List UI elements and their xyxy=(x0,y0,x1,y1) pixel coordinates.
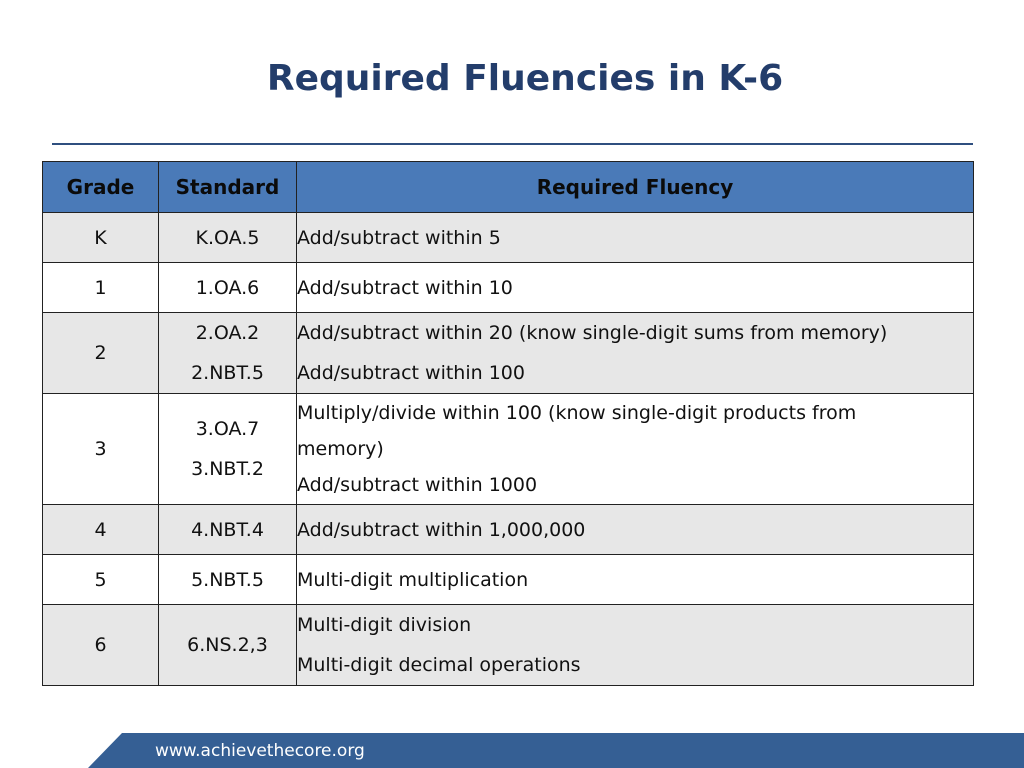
fluency-text: memory) xyxy=(297,438,384,460)
fluency-text: Multi-digit decimal operations xyxy=(297,654,581,676)
fluency-text: Multiply/divide within 100 (know single-digit products from xyxy=(297,402,857,424)
table-row xyxy=(43,313,974,394)
fluency-text: Add/subtract within 20 (know single-digit sums from memory) xyxy=(297,322,888,344)
grade-cell: 6 xyxy=(43,605,159,686)
table-row xyxy=(43,605,974,686)
fluency-cell xyxy=(297,605,974,686)
fluency-cell xyxy=(297,394,974,505)
standard-cell xyxy=(159,213,297,263)
grade-cell: 2 xyxy=(43,313,159,394)
grade-cell: K xyxy=(43,213,159,263)
fluency-text: Add/subtract within 5 xyxy=(297,226,501,249)
standard-code: 6.NS.2,3 xyxy=(187,634,268,656)
fluency-text: Multi-digit multiplication xyxy=(297,568,529,591)
standard-code: 5.NBT.5 xyxy=(191,568,264,591)
grade-cell: 5 xyxy=(43,555,159,605)
standard-code: 4.NBT.4 xyxy=(191,518,264,541)
standard-code: 3.NBT.2 xyxy=(191,458,264,480)
fluency-cell xyxy=(297,263,974,313)
standard-code: 2.NBT.5 xyxy=(191,362,264,384)
fluency-cell xyxy=(297,213,974,263)
slide-title: Required Fluencies in K-6 xyxy=(266,58,784,99)
grade-cell: 4 xyxy=(43,505,159,555)
footer-url[interactable]: www.achievethecore.org xyxy=(155,741,365,761)
fluency-cell xyxy=(297,555,974,605)
header-grade: Grade xyxy=(43,162,159,213)
fluency-cell xyxy=(297,505,974,555)
fluency-cell xyxy=(297,313,974,394)
grade-cell: 3 xyxy=(43,394,159,505)
table-row xyxy=(43,263,974,313)
fluency-text: Add/subtract within 10 xyxy=(297,276,513,299)
title-divider xyxy=(52,143,973,145)
standard-code: K.OA.5 xyxy=(195,226,260,249)
table-row xyxy=(43,213,974,263)
fluency-text: Add/subtract within 1000 xyxy=(297,474,538,496)
standard-code: 3.OA.7 xyxy=(195,418,260,440)
standard-cell xyxy=(159,555,297,605)
table-row xyxy=(43,505,974,555)
header-required-fluency: Required Fluency xyxy=(297,162,974,213)
fluency-table xyxy=(42,161,974,686)
standard-cell xyxy=(159,263,297,313)
standard-cell xyxy=(159,394,297,505)
fluency-text: Add/subtract within 1,000,000 xyxy=(297,518,586,541)
fluency-text: Add/subtract within 100 xyxy=(297,362,525,384)
table-header-row xyxy=(43,162,974,213)
table-row xyxy=(43,394,974,505)
table-row xyxy=(43,555,974,605)
header-standard: Standard xyxy=(159,162,297,213)
fluency-text: Multi-digit division xyxy=(297,614,472,636)
standard-code: 2.OA.2 xyxy=(195,322,260,344)
grade-cell: 1 xyxy=(43,263,159,313)
standard-cell xyxy=(159,505,297,555)
standard-cell xyxy=(159,313,297,394)
standard-cell xyxy=(159,605,297,686)
standard-code: 1.OA.6 xyxy=(195,276,260,299)
